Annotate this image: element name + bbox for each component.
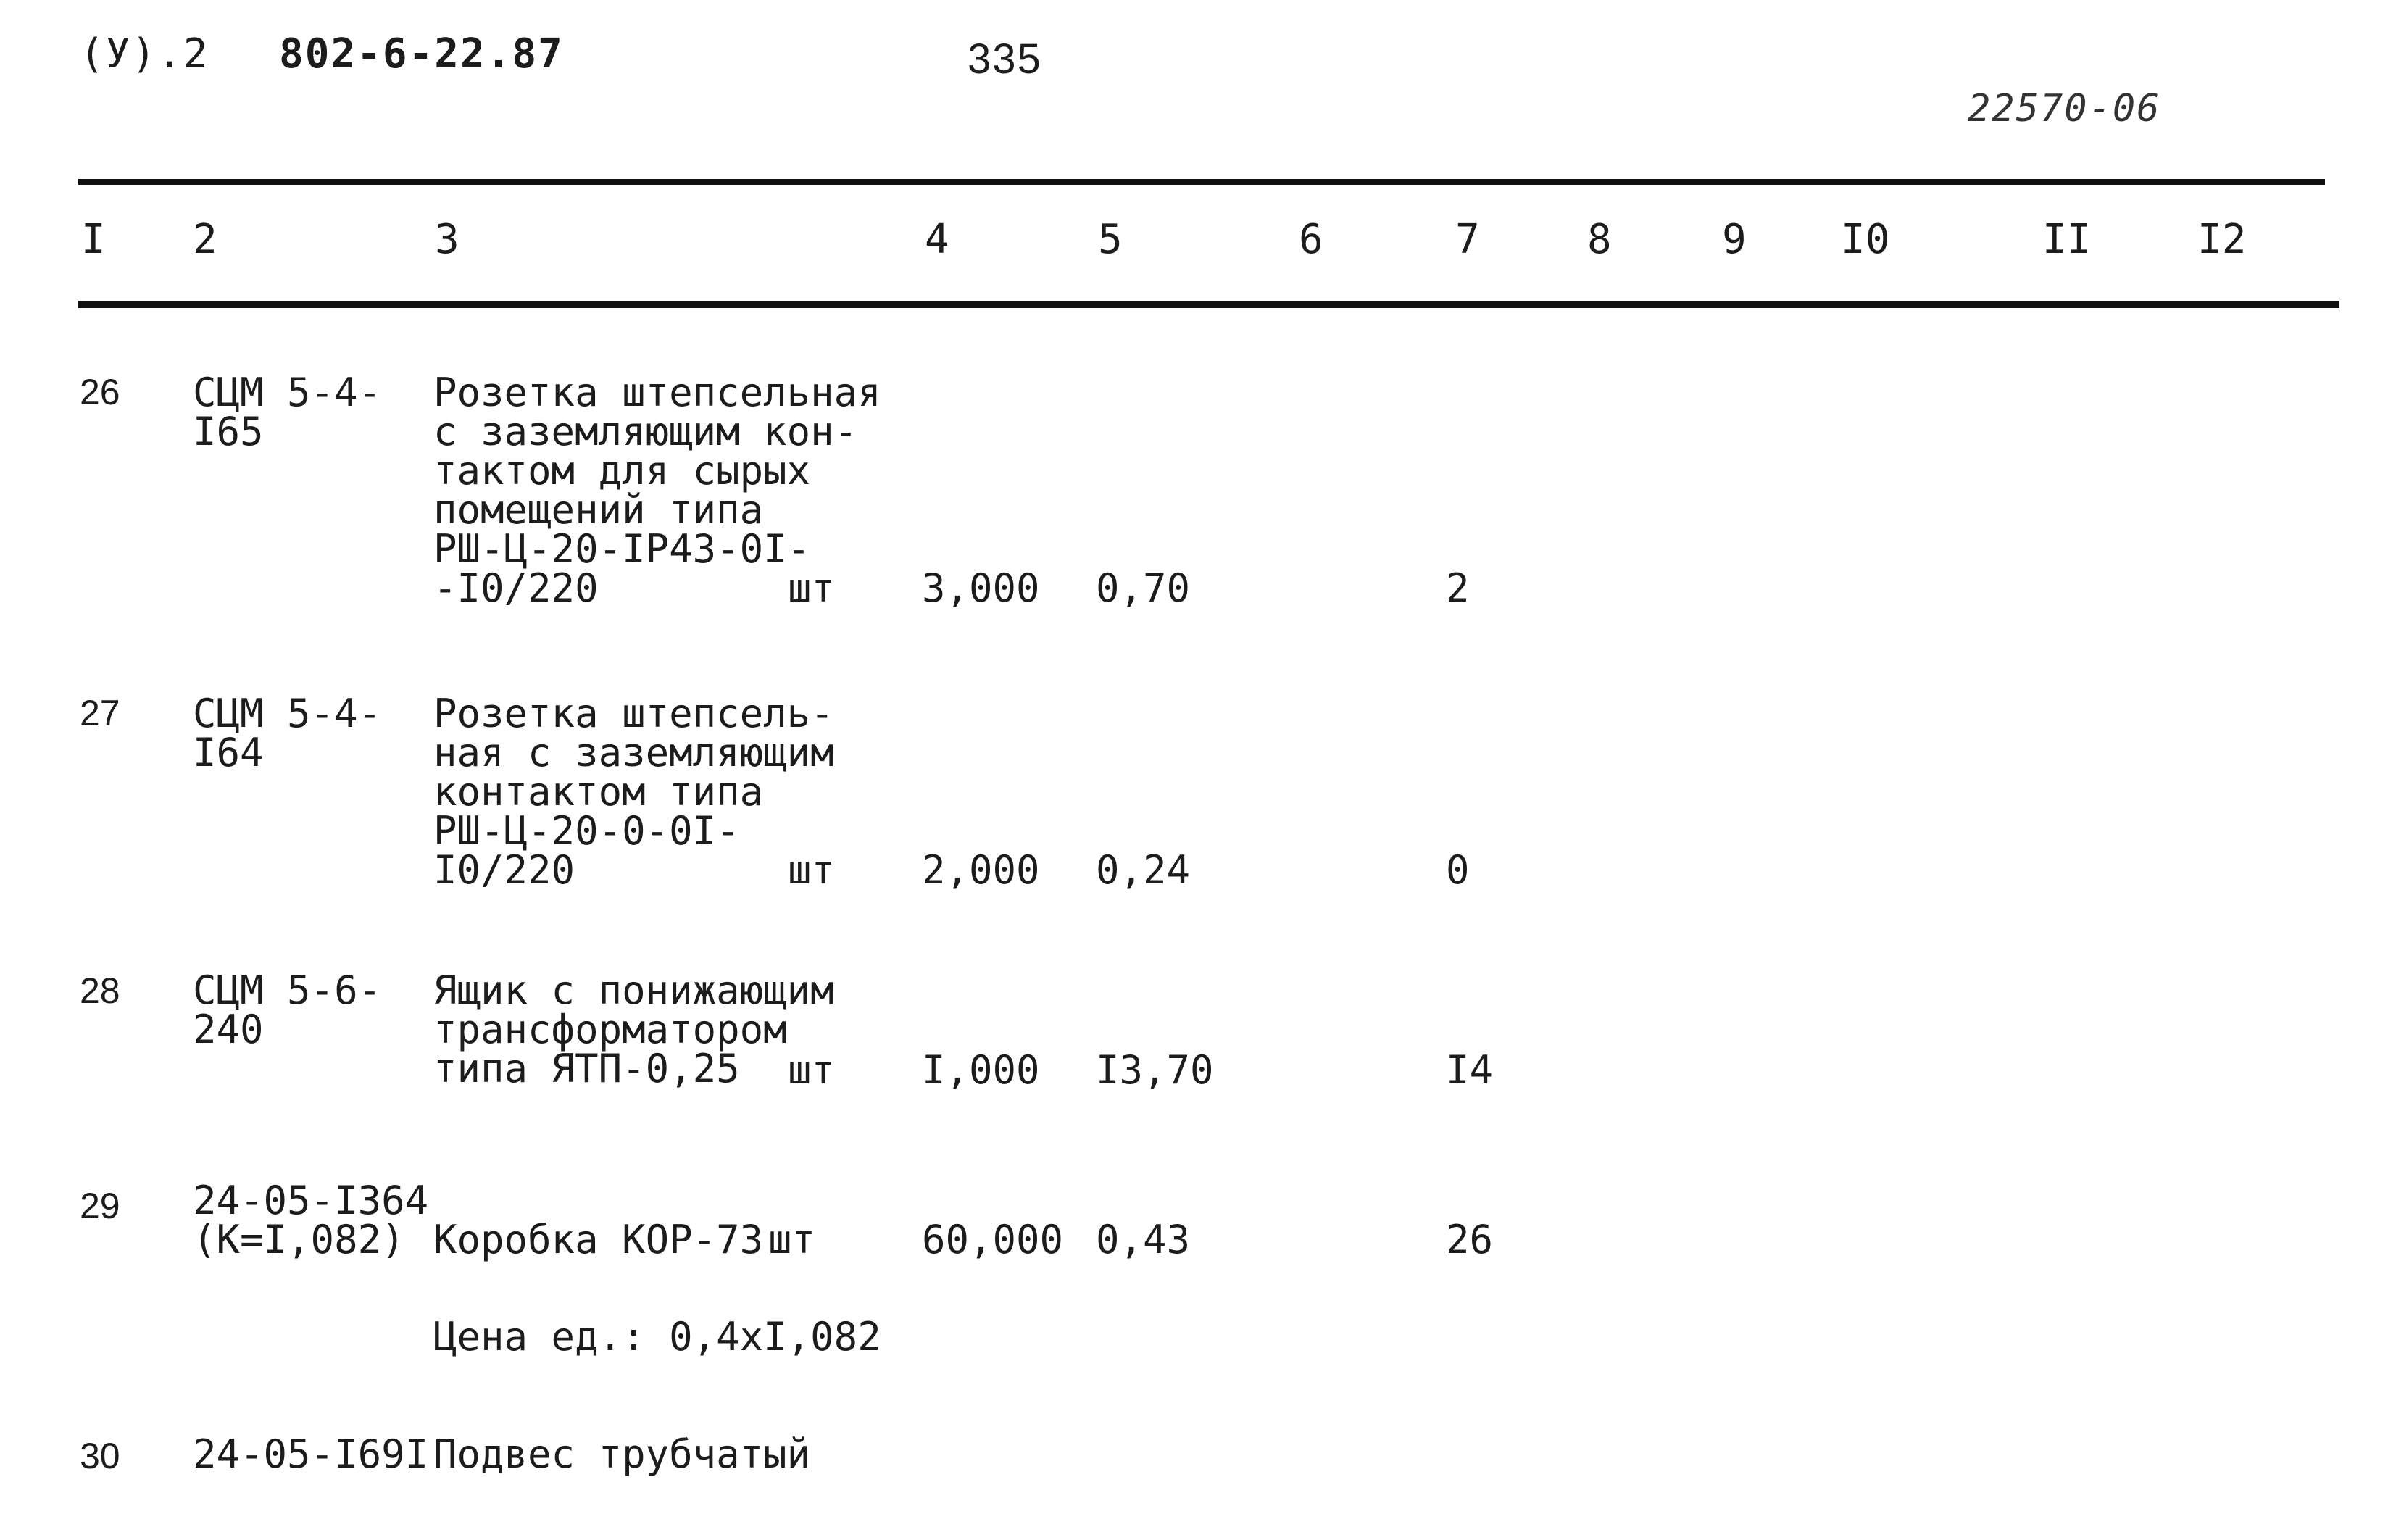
row-number: 30 (80, 1436, 120, 1476)
column-number: I (81, 216, 106, 263)
document-number: 802-6-22.87 (279, 30, 564, 78)
row-reference: СЦМ 5-6- 240 (193, 967, 382, 1052)
row-reference: 24-05-I69I (193, 1431, 429, 1477)
page-number: 335 (968, 36, 1042, 83)
row-description: Розетка штепсель- ная с заземляющим контактом типа РШ-Ц-20-0-0I- I0/220 (433, 691, 834, 893)
row-unit-price: 0,70 (1096, 565, 1191, 611)
row-total: 2 (1446, 565, 1470, 611)
column-number: 3 (435, 216, 459, 263)
column-number: 9 (1722, 216, 1747, 263)
row-total: 26 (1446, 1217, 1494, 1262)
row-reference: СЦМ 5-4- I65 (193, 370, 382, 454)
row-unit-price: I3,70 (1096, 1047, 1214, 1093)
row-description: Розетка штепсельная с заземляющим кон- тактом для сырых помещений типа РШ-Ц-20-IР43-0I- -I0/220 (433, 370, 881, 611)
table-header-rule (78, 301, 2339, 308)
column-number: 6 (1299, 216, 1323, 263)
row-total: 0 (1446, 847, 1470, 893)
row-description: Коробка КОР-73 (433, 1217, 764, 1262)
row-reference: 24-05-I364 (К=I,082) (193, 1178, 429, 1262)
row-number: 28 (80, 970, 120, 1011)
row-unit: шт (788, 1047, 836, 1093)
section-code: (У).2 (80, 30, 209, 78)
row-unit: шт (788, 847, 836, 893)
row-number: 29 (80, 1186, 120, 1226)
row-description: Подвес трубчатый (433, 1431, 811, 1477)
column-number: 4 (925, 216, 949, 263)
column-number: 8 (1587, 216, 1612, 263)
table-top-rule (78, 179, 2325, 185)
row-unit-price: 0,24 (1096, 847, 1191, 893)
row-description: Ящик с понижающим трансформатором типа ЯТП-0,25 (433, 967, 834, 1091)
row-unit: шт (788, 565, 836, 611)
column-number: II (2042, 216, 2092, 263)
row-reference: СЦМ 5-4- I64 (193, 691, 382, 775)
row-quantity: 60,000 (922, 1217, 1064, 1262)
row-number: 27 (80, 693, 120, 733)
column-number: I0 (1841, 216, 1890, 263)
row-number: 26 (80, 372, 120, 412)
archive-number: 22570-06 (1968, 87, 2161, 130)
row-unit-price: 0,43 (1096, 1217, 1191, 1262)
row-unit: шт (768, 1217, 816, 1262)
row-price-note: Цена ед.: 0,4хI,082 (433, 1314, 881, 1360)
column-number: 2 (193, 216, 217, 263)
row-quantity: 3,000 (922, 565, 1040, 611)
row-quantity: 2,000 (922, 847, 1040, 893)
column-number: I2 (2197, 216, 2247, 263)
column-number: 7 (1455, 216, 1480, 263)
row-quantity: I,000 (922, 1047, 1040, 1093)
row-total: I4 (1446, 1047, 1494, 1093)
column-number: 5 (1098, 216, 1123, 263)
